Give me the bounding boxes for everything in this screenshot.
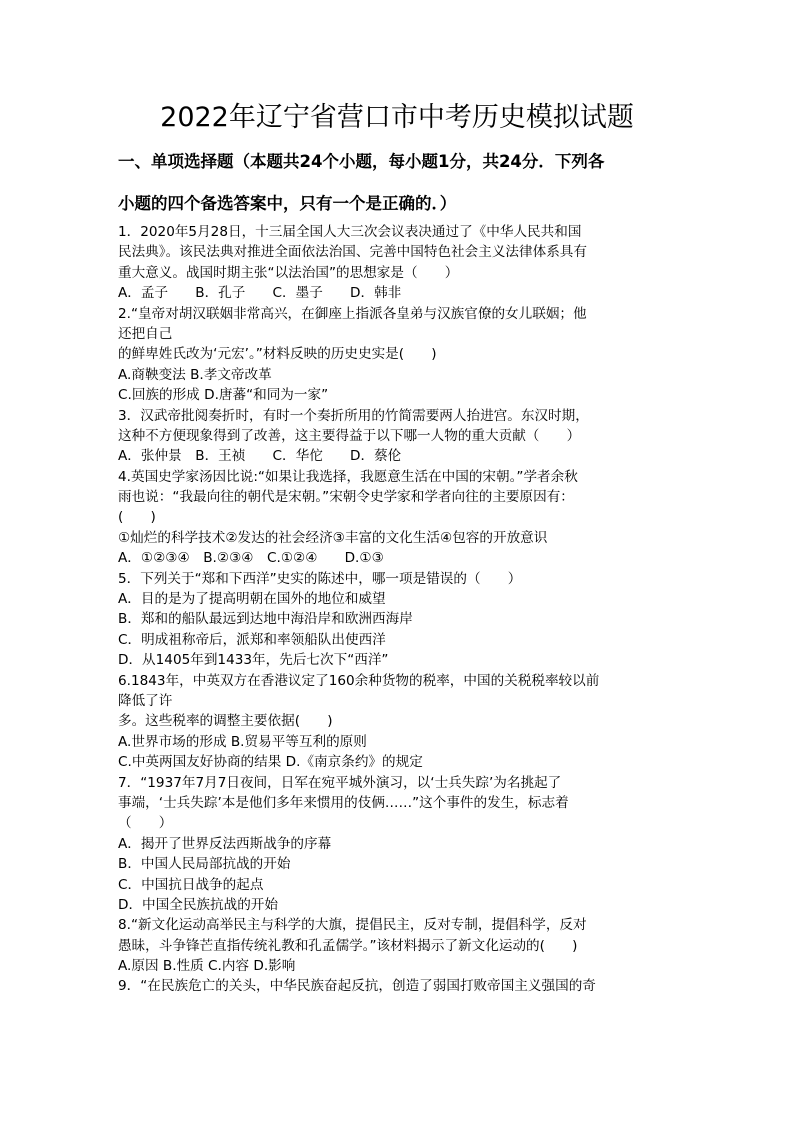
text-line: 民法典》。该民法典对推进全面依法治国、完善中国特色社会主义法律体系具有	[118, 244, 587, 261]
text-line: 雨也说：“我最向往的朝代是宋朝。”宋朝令史学家和学者向往的主要原因有：	[118, 489, 574, 506]
text-line: A．①②③④ B.②③④ C.①②④ D.①③	[118, 550, 384, 567]
text-line: （ ）	[118, 815, 173, 832]
text-line: 事端，‘士兵失踪’本是他们多年来惯用的伎俩……”这个事件的发生，标志着	[118, 794, 569, 811]
text-line: ( )	[118, 509, 156, 526]
text-line: A.世界市场的形成 B.贸易平等互利的原则	[118, 733, 367, 750]
text-line: 2.“皇帝对胡汉联姻非常高兴，在御座上指派各皇弟与汉族官僚的女儿联姻；他	[118, 305, 587, 322]
text-line: A．目的是为了提高明朝在国外的地位和威望	[118, 591, 386, 608]
text-line: 愚昧，斗争锋芒直指传统礼教和孔孟儒学。”该材料揭示了新文化运动的( )	[118, 937, 578, 954]
text-line: 多。这些税率的调整主要依据( )	[118, 713, 333, 730]
text-line: 重大意义。战国时期主张“以法治国”的思想家是（ ）	[118, 264, 459, 281]
text-line: D．从1405年到1433年，先后七次下“西洋”	[118, 652, 389, 669]
text-line: ①灿烂的科学技术②发达的社会经济③丰富的文化生活④包容的开放意识	[118, 529, 548, 546]
text-line: A.原因 B.性质 C.内容 D.影响	[118, 958, 296, 975]
text-line: 5．下列关于“郑和下西洋”史实的陈述中，哪一项是错误的（ ）	[118, 570, 522, 587]
text-line: A.商鞅变法 B.孝文帝改革	[118, 366, 272, 383]
text-line: A．揭开了世界反法西斯战争的序幕	[118, 835, 332, 852]
text-line: 8.“新文化运动高举民主与科学的大旗，提倡民主，反对专制，提倡科学，反对	[118, 917, 587, 934]
text-line: 3．汉武帝批阅奏折时，有时一个奏折所用的竹简需要两人抬进宫。东汉时期，	[118, 407, 589, 424]
text-line: 6.1843年，中英双方在香港议定了160余种货物的税率，中国的关税税率较以前	[118, 672, 600, 689]
text-line: 降低了许	[118, 692, 173, 709]
text-line: C．中国抗日战争的起点	[118, 876, 264, 893]
text-line: 还把自己	[118, 325, 173, 342]
question-body	[118, 222, 678, 997]
text-line: A．张仲景 B．王祯 C．华佗 D．蔡伦	[118, 448, 402, 465]
text-line: C.中英两国友好协商的结果 D.《南京条约》的规定	[118, 754, 423, 771]
text-line: C.回族的形成 D.唐蕃“和同为一家”	[118, 387, 329, 404]
section-heading-line-2: 小题的四个备选答案中，只有一个是正确的．）	[118, 194, 457, 213]
text-line: 这种不方便现象得到了改善，这主要得益于以下哪一人物的重大贡献（ ）	[118, 427, 581, 444]
text-line: B．郑和的船队最远到达地中海沿岸和欧洲西海岸	[118, 611, 413, 628]
text-line: A．孟子 B．孔子 C．墨子 D．韩非	[118, 285, 402, 302]
section-heading-line-1: 一、单项选择题（本题共24个小题，每小题1分，共24分．下列各	[118, 152, 605, 171]
text-line: 9．“在民族危亡的关头，中华民族奋起反抗，创造了弱国打败帝国主义强国的奇	[118, 978, 596, 995]
text-line: C．明成祖称帝后，派郑和率领船队出使西洋	[118, 631, 386, 648]
text-line: 1．2020年5月28日，十三届全国人大三次会议表决通过了《中华人民共和国	[118, 224, 582, 240]
text-line: D．中国全民族抗战的开始	[118, 896, 278, 913]
text-line: B．中国人民局部抗战的开始	[118, 856, 291, 873]
text-line: 7．“1937年7月7日夜间，日军在宛平城外演习，以‘士兵失踪’为名挑起了	[118, 774, 562, 791]
page-title: 2022年辽宁省营口市中考历史模拟试题	[160, 102, 634, 133]
text-line: 的鲜卑姓氏改为‘元宏’。”材料反映的历史史实是( )	[118, 346, 437, 363]
text-line: 4.英国史学家汤因比说:“如果让我选择，我愿意生活在中国的宋朝。”学者余秋	[118, 468, 578, 485]
